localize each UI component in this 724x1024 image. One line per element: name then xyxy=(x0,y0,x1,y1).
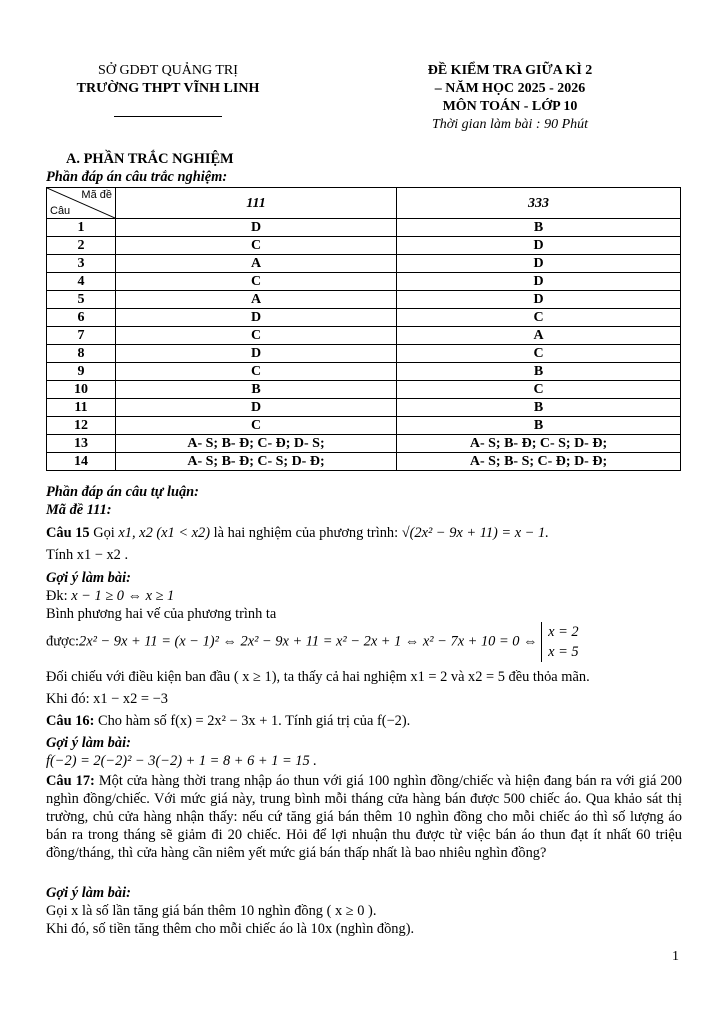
q15-step1: Bình phương hai vế của phương trình ta xyxy=(46,606,277,622)
answer-333: A- S; B- S; C- Đ; D- Đ; xyxy=(397,453,681,471)
q15-result: Khi đó: x1 − x2 = −3 xyxy=(46,691,168,707)
q15-step2-eq: 2x² − 9x + 11 = (x − 1)² ⇔ 2x² − 9x + 11 = x² − 2x + 1 ⇔ x² − 7x + 10 = 0 ⇔ xyxy=(79,633,538,650)
answer-111: A xyxy=(116,255,397,273)
school-name: TRƯỜNG THPT VĨNH LINH xyxy=(76,81,260,96)
solution-bracket xyxy=(541,622,579,662)
question-number: 4 xyxy=(47,273,116,291)
question-number: 5 xyxy=(47,291,116,309)
q15-step2 xyxy=(46,622,682,662)
essay-code-label: Mã đề 111: xyxy=(46,502,112,518)
table-row xyxy=(47,273,681,291)
code-header-111: 111 xyxy=(116,188,397,219)
answer-111: C xyxy=(116,273,397,291)
table-row xyxy=(47,291,681,309)
question-number: 2 xyxy=(47,237,116,255)
q15-roots: x1, x2 (x1 < x2) xyxy=(118,525,211,541)
q15-pre: Gọi xyxy=(93,525,115,541)
table-row xyxy=(47,219,681,237)
question-number: 6 xyxy=(47,309,116,327)
q15-ask: Tính x1 − x2 . xyxy=(46,547,129,563)
q15-mid: là hai nghiệm của phương trình: xyxy=(213,525,399,541)
q17-text: Một cửa hàng thời trang nhập áo thun với giá 100 nghìn đồng/chiếc và hiện đang bán ra với giá 200 nghìn đồng/chiếc. Với mức giá này, trung bình mỗi tháng cửa hàng bán được 500 chiếc áo. Qua khảo sát thị trường, chủ cửa hàng nhận thấy: nếu cứ tăng giá bán thêm 10 nghìn đồng cho mỗi chiếc áo thì số lượng áo bán ra trong tháng sẽ giảm đi 20 chiếc. Hỏi để lợi nhuận thu được từ việc bán áo thun đạt ít nhất 60 triệu đồng/tháng, thì cửa hàng cần niêm yết mức giá bán thấp nhất là bao nhiêu nghìn đồng? xyxy=(46,773,682,861)
q17-sol2: Khi đó, số tiền tăng thêm cho mỗi chiếc áo là 10x (nghìn đồng). xyxy=(46,921,415,937)
answer-333: B xyxy=(397,219,681,237)
mc-table-label: Phần đáp án câu trắc nghiệm: xyxy=(46,169,228,185)
question-number: 12 xyxy=(47,417,116,435)
hint-label: Gợi ý làm bài: xyxy=(46,735,131,751)
table-row xyxy=(47,399,681,417)
question-number: 8 xyxy=(47,345,116,363)
q15-condition xyxy=(46,587,682,605)
q15-cond-pre: Đk: xyxy=(46,588,68,604)
answer-111: A xyxy=(116,291,397,309)
answer-333: D xyxy=(397,291,681,309)
table-row xyxy=(47,309,681,327)
q17-label: Câu 17: xyxy=(46,773,95,789)
subject: MÔN TOÁN - LỚP 10 xyxy=(442,99,578,114)
table-row xyxy=(47,417,681,435)
table-row xyxy=(47,345,681,363)
answer-111: A- S; B- Đ; C- Đ; D- S; xyxy=(116,435,397,453)
question-number: 1 xyxy=(47,219,116,237)
q15-step2-pre: được: xyxy=(46,633,79,650)
question-number: 10 xyxy=(47,381,116,399)
answer-111: C xyxy=(116,363,397,381)
answer-111: A- S; B- Đ; C- S; D- Đ; xyxy=(116,453,397,471)
answer-111: D xyxy=(116,309,397,327)
exam-title: ĐỀ KIỂM TRA GIỮA KÌ 2 xyxy=(427,63,593,78)
table-row xyxy=(47,363,681,381)
header-right xyxy=(380,62,640,134)
table-row xyxy=(47,237,681,255)
question-number: 9 xyxy=(47,363,116,381)
answer-333: B xyxy=(397,363,681,381)
answer-333: A xyxy=(397,327,681,345)
q15-check: Đối chiếu với điều kiện ban đầu ( x ≥ 1), ta thấy cả hai nghiệm x1 = 2 và x2 = 5 đều thỏa mãn. xyxy=(46,669,590,685)
answer-333: D xyxy=(397,273,681,291)
header-left xyxy=(48,62,288,117)
header-divider xyxy=(114,116,222,117)
q16-label: Câu 16: xyxy=(46,713,95,729)
q15-label: Câu 15 xyxy=(46,525,90,541)
answer-333: B xyxy=(397,417,681,435)
question-number: 7 xyxy=(47,327,116,345)
q15-cond: x − 1 ≥ 0 ⇔ x ≥ 1 xyxy=(71,588,175,604)
question-number: 3 xyxy=(47,255,116,273)
answer-333: C xyxy=(397,345,681,363)
answer-111: B xyxy=(116,381,397,399)
question-number: 13 xyxy=(47,435,116,453)
corner-code-label: Mã đề xyxy=(81,189,112,201)
q17-sol1: Gọi x là số lần tăng giá bán thêm 10 nghìn đồng ( x ≥ 0 ). xyxy=(46,903,377,919)
table-row xyxy=(47,435,681,453)
answer-333: C xyxy=(397,309,681,327)
exam-time: Thời gian làm bài : 90 Phút xyxy=(431,117,589,132)
table-row xyxy=(47,381,681,399)
corner-question-label: Câu xyxy=(50,205,71,217)
hint-label: Gợi ý làm bài: xyxy=(46,885,131,901)
q15-sol2: x = 5 xyxy=(548,644,579,660)
corner-cell xyxy=(47,188,116,219)
question-number: 11 xyxy=(47,399,116,417)
section-a-title: A. PHẦN TRẮC NGHIỆM xyxy=(66,151,234,167)
question-16 xyxy=(46,712,682,730)
table-row xyxy=(47,255,681,273)
question-number: 14 xyxy=(47,453,116,471)
table-row xyxy=(47,453,681,471)
q15-sol1: x = 2 xyxy=(548,624,579,640)
q15-equation: √(2x² − 9x + 11) = x − 1. xyxy=(401,525,549,541)
question-15 xyxy=(46,524,682,542)
answer-111: D xyxy=(116,399,397,417)
answer-333: A- S; B- Đ; C- S; D- Đ; xyxy=(397,435,681,453)
essay-label: Phần đáp án câu tự luận: xyxy=(46,484,199,500)
answer-333: D xyxy=(397,255,681,273)
org-name: SỞ GDĐT QUẢNG TRỊ xyxy=(98,63,238,78)
q16-text: Cho hàm số f(x) = 2x² − 3x + 1. Tính giá trị của f(−2). xyxy=(97,713,411,729)
hint-label: Gợi ý làm bài: xyxy=(46,570,131,586)
code-header-333: 333 xyxy=(397,188,681,219)
answer-111: C xyxy=(116,417,397,435)
table-row xyxy=(47,327,681,345)
answer-table xyxy=(46,187,681,471)
answer-111: C xyxy=(116,327,397,345)
question-17 xyxy=(46,772,682,862)
school-year: – NĂM HỌC 2025 - 2026 xyxy=(434,81,586,96)
answer-111: C xyxy=(116,237,397,255)
answer-333: C xyxy=(397,381,681,399)
answer-table-header xyxy=(47,188,681,219)
answer-333: B xyxy=(397,399,681,417)
answer-333: D xyxy=(397,237,681,255)
q16-solution: f(−2) = 2(−2)² − 3(−2) + 1 = 8 + 6 + 1 = 15 . xyxy=(46,753,317,769)
answer-111: D xyxy=(116,219,397,237)
answer-111: D xyxy=(116,345,397,363)
page-number: 1 xyxy=(672,949,679,964)
